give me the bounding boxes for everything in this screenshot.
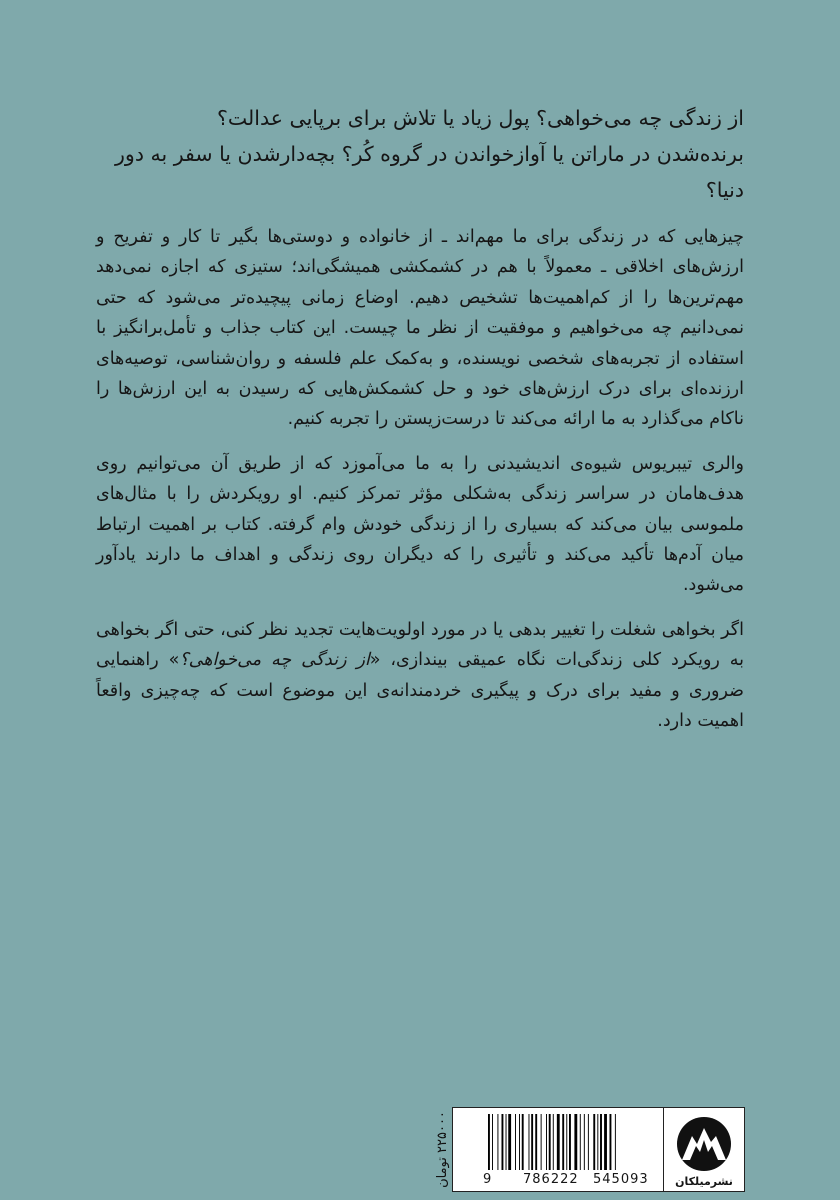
isbn-right-group: 545093 xyxy=(593,1172,649,1187)
paragraph-3-lead: اگر بخواهی شغلت را تغییر بدهی یا در مورد اولویت‌هایت تجدید نظر کنی، حتی اگر بخواهی به رویکرد کلی زندگی‌ات نگاه عمیقی بیندازی، « xyxy=(96,619,744,671)
isbn-barcode xyxy=(452,1107,664,1192)
publisher-logo-box xyxy=(663,1107,745,1192)
paragraph-2: والری تیبریوس شیوه‌ی اندیشیدنی را به ما می‌آموزد که از طریق آن می‌توانیم روی هدف‌هامان در سراسر زندگی به‌شکلی مؤثر تمرکز کنیم. او رویکردش را با مثال‌های ملموسی بیان می‌کند که بسیاری را از زندگی خودش وام گرفته. کتاب بر اهمیت ارتباط میان آدم‌ها تأکید می‌کند و تأثیری را که دیگران روی زندگی و اهداف ما دارند یادآور می‌شود. xyxy=(96,453,744,596)
mountains-logo-icon xyxy=(670,1112,738,1172)
intro-questions xyxy=(96,100,744,208)
paragraph-3-tail: » راهنمایی ضروری و مفید برای درک و پیگیری خردمندانه‌ی این موضوع است که چه‌چیزی واقعاً اهمیت دارد. xyxy=(96,650,744,732)
isbn-left-group: 786222 xyxy=(523,1172,579,1187)
barcode-bars xyxy=(486,1114,656,1170)
isbn-prefix: 9 xyxy=(483,1172,492,1187)
price-text: ۲۲۵۰۰۰ تومان xyxy=(434,1110,450,1188)
paragraph-3 xyxy=(96,615,744,737)
intro-question-line: از زندگی چه می‌خواهی؟ پول زیاد یا تلاش برای برپایی عدالت؟ xyxy=(217,106,744,130)
price-label xyxy=(433,1108,451,1190)
publisher-name: نشرمیلکان xyxy=(675,1175,733,1188)
book-title-inline: از زندگی چه می‌خواهی؟ xyxy=(179,650,370,671)
paragraph-1: چیزهایی که در زندگی برای ما مهم‌اند ـ از خانواده و دوستی‌ها بگیر تا کار و تفریح و ارزش‌های اخلاقی ـ معمولاً با هم در کشمکشی همیشگی‌اند؛ ستیزی که اجازه نمی‌دهد مهم‌ترین‌ها را از کم‌اهمیت‌ها تشخیص دهیم. اوضاع زمانی پیچیده‌تر می‌شود که حتی نمی‌دانیم چه می‌خواهیم و موفقیت از نظر ما چیست. این کتاب جذاب و تأمل‌برانگیز با استفاده از تجربه‌های شخصی نویسنده، و به‌کمک علم فلسفه و روان‌شناسی، توصیه‌های ارزنده‌ای برای درک ارزش‌های خود و حل کشمکش‌هایی که رسیدن به این ارزش‌ها را ناکام می‌گذارد به ما ارائه می‌کند تا درست‌زیستن را تجربه کنیم. xyxy=(96,227,744,430)
blurb xyxy=(96,100,744,751)
intro-question-line: برنده‌شدن در ماراتن یا آوازخواندن در گروه کُر؟ بچه‌دارشدن یا سفر به دور دنیا؟ xyxy=(115,142,744,202)
